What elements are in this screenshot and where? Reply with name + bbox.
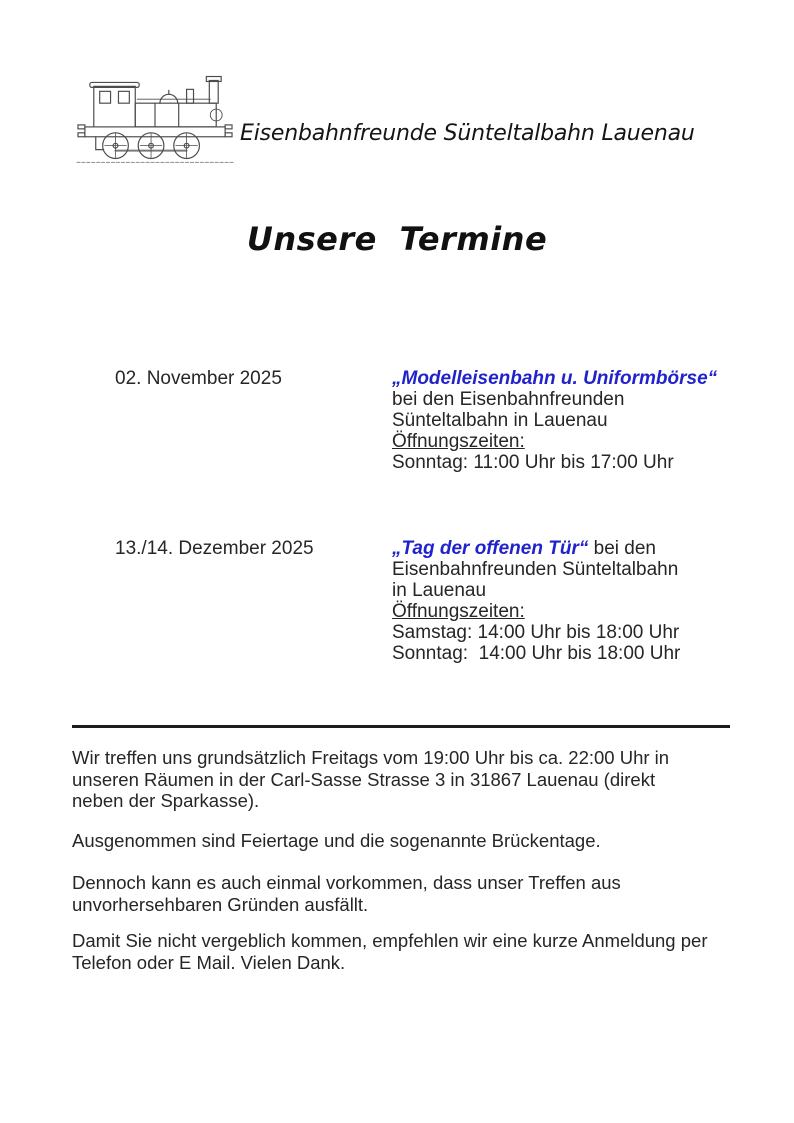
paragraph-line: Ausgenommen sind Feiertage und die sogenannte Brückentage. xyxy=(72,830,601,851)
event-2-details xyxy=(392,538,680,664)
event-1-details xyxy=(392,368,717,473)
organization-name: Eisenbahnfreunde Sünteltalbahn Lauenau xyxy=(240,121,695,146)
event-1-hours-line: Sonntag: 11:00 Uhr bis 17:00 Uhr xyxy=(392,452,674,473)
paragraph-line: Wir treffen uns grundsätzlich Freitags vom 19:00 Uhr bis ca. 22:00 Uhr in xyxy=(72,747,670,768)
event-1-title-line xyxy=(392,368,717,389)
meeting-info-paragraph xyxy=(72,747,669,812)
holidays-paragraph xyxy=(72,830,601,852)
paragraph-line: unvorhersehbaren Gründen ausfällt. xyxy=(72,893,369,915)
horizontal-divider xyxy=(72,725,730,728)
event-2-desc-line: in Lauenau xyxy=(392,580,487,601)
registration-paragraph xyxy=(72,930,707,973)
cancellation-paragraph xyxy=(72,872,621,915)
event-1-desc-line: Sünteltalbahn in Lauenau xyxy=(392,410,608,431)
event-2-title-suffix: bei den xyxy=(588,538,656,559)
event-2-hours-line: Samstag: 14:00 Uhr bis 18:00 Uhr xyxy=(392,622,680,643)
event-2-date: 13./14. Dezember 2025 xyxy=(115,538,314,559)
paragraph-line: Damit Sie nicht vergeblich kommen, empfehlen wir eine kurze Anmeldung per xyxy=(72,930,708,951)
event-1-date: 02. November 2025 xyxy=(115,368,282,389)
event-2-hours-label: Öffnungszeiten: xyxy=(392,601,525,622)
paragraph-line: unseren Räumen in der Carl-Sasse Strasse 3 in 31867 Lauenau (direkt xyxy=(72,768,656,790)
event-1-desc-line: bei den Eisenbahnfreunden xyxy=(392,389,625,410)
page-title: Unsere Termine xyxy=(246,220,548,258)
event-2-hours-line: Sonntag: 14:00 Uhr bis 18:00 Uhr xyxy=(392,643,681,664)
paragraph-line: neben der Sparkasse). xyxy=(72,790,260,811)
event-1-title: „Modelleisenbahn u. Uniformbörse“ xyxy=(392,368,718,389)
paragraph-line: Telefon oder E Mail. Vielen Dank. xyxy=(72,951,346,973)
event-1-hours-label: Öffnungszeiten: xyxy=(392,431,525,452)
steam-locomotive-icon xyxy=(76,70,234,166)
event-2-title: „Tag der offenen Tür“ xyxy=(392,538,589,559)
paragraph-line: Dennoch kann es auch einmal vorkommen, dass unser Treffen aus xyxy=(72,872,621,893)
event-2-desc-line: Eisenbahnfreunden Sünteltalbahn xyxy=(392,559,679,580)
event-2-title-line xyxy=(392,538,680,559)
